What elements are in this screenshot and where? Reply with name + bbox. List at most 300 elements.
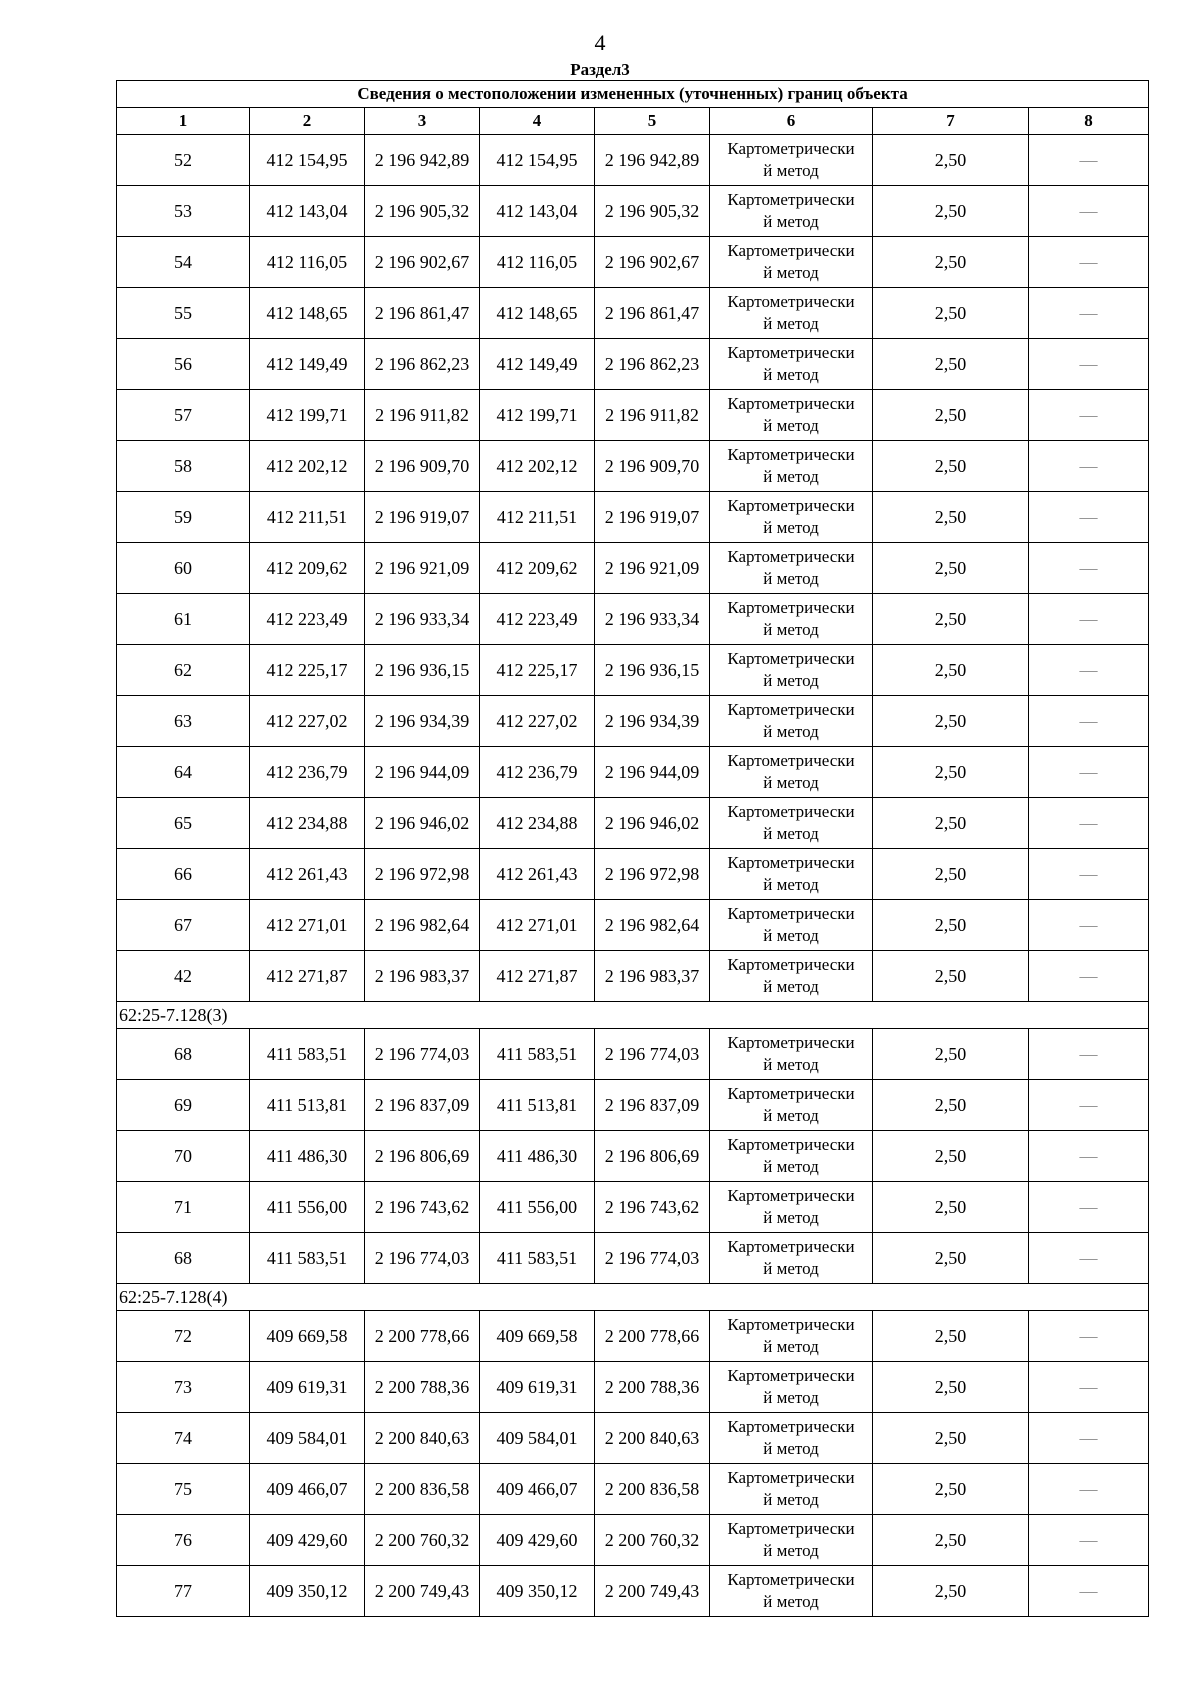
table-row (117, 1029, 1149, 1080)
new-y-cell: 2 196 774,03 (595, 1029, 710, 1080)
description-cell: — (1029, 849, 1149, 900)
description-cell: — (1029, 645, 1149, 696)
method-cell (710, 1566, 873, 1617)
new-y-cell: 2 196 861,47 (595, 288, 710, 339)
new-x-cell: 412 236,79 (480, 747, 595, 798)
point-number-cell: 58 (117, 441, 250, 492)
method-cell (710, 492, 873, 543)
table-row (117, 543, 1149, 594)
method-line-2: й метод (763, 1208, 819, 1227)
new-y-cell: 2 196 946,02 (595, 798, 710, 849)
table-row (117, 441, 1149, 492)
table-row (117, 747, 1149, 798)
method-line-2: й метод (763, 1439, 819, 1458)
accuracy-cell: 2,50 (873, 798, 1029, 849)
table-row (117, 645, 1149, 696)
method-line-2: й метод (763, 620, 819, 639)
method-line-1: Картометрически (727, 496, 855, 515)
method-line-2: й метод (763, 1592, 819, 1611)
new-y-cell: 2 196 902,67 (595, 237, 710, 288)
new-y-cell: 2 196 806,69 (595, 1131, 710, 1182)
method-line-1: Картометрически (727, 751, 855, 770)
table-row (117, 339, 1149, 390)
existing-x-cell: 411 583,51 (250, 1233, 365, 1284)
description-cell: — (1029, 441, 1149, 492)
accuracy-cell: 2,50 (873, 135, 1029, 186)
new-x-cell: 412 223,49 (480, 594, 595, 645)
accuracy-cell: 2,50 (873, 696, 1029, 747)
existing-x-cell: 412 209,62 (250, 543, 365, 594)
accuracy-cell: 2,50 (873, 594, 1029, 645)
point-number-cell: 74 (117, 1413, 250, 1464)
new-y-cell: 2 200 760,32 (595, 1515, 710, 1566)
existing-y-cell: 2 196 919,07 (365, 492, 480, 543)
table-row (117, 1311, 1149, 1362)
point-number-cell: 54 (117, 237, 250, 288)
method-line-1: Картометрически (727, 547, 855, 566)
existing-x-cell: 409 619,31 (250, 1362, 365, 1413)
point-number-cell: 55 (117, 288, 250, 339)
method-line-1: Картометрически (727, 1237, 855, 1256)
description-cell: — (1029, 1362, 1149, 1413)
method-cell (710, 951, 873, 1002)
point-number-cell: 60 (117, 543, 250, 594)
description-cell: — (1029, 1131, 1149, 1182)
method-cell (710, 441, 873, 492)
description-cell: — (1029, 1515, 1149, 1566)
new-x-cell: 412 271,01 (480, 900, 595, 951)
method-line-2: й метод (763, 1259, 819, 1278)
new-y-cell: 2 196 944,09 (595, 747, 710, 798)
existing-y-cell: 2 196 837,09 (365, 1080, 480, 1131)
new-x-cell: 411 486,30 (480, 1131, 595, 1182)
new-y-cell: 2 196 774,03 (595, 1233, 710, 1284)
existing-y-cell: 2 196 982,64 (365, 900, 480, 951)
point-number-cell: 42 (117, 951, 250, 1002)
method-line-2: й метод (763, 1541, 819, 1560)
point-number-cell: 53 (117, 186, 250, 237)
description-cell: — (1029, 1182, 1149, 1233)
method-cell (710, 849, 873, 900)
method-cell (710, 339, 873, 390)
new-y-cell: 2 196 862,23 (595, 339, 710, 390)
method-cell (710, 237, 873, 288)
method-line-2: й метод (763, 467, 819, 486)
column-number-header: 4 (480, 108, 595, 135)
section-label-cell: 62:25-7.128(4) (117, 1284, 1149, 1311)
new-y-cell: 2 200 840,63 (595, 1413, 710, 1464)
description-cell: — (1029, 747, 1149, 798)
accuracy-cell: 2,50 (873, 849, 1029, 900)
new-x-cell: 411 583,51 (480, 1233, 595, 1284)
method-line-1: Картометрически (727, 1519, 855, 1538)
description-cell: — (1029, 1080, 1149, 1131)
table-row (117, 1182, 1149, 1233)
point-number-cell: 52 (117, 135, 250, 186)
existing-x-cell: 409 429,60 (250, 1515, 365, 1566)
accuracy-cell: 2,50 (873, 492, 1029, 543)
existing-x-cell: 411 556,00 (250, 1182, 365, 1233)
existing-y-cell: 2 196 806,69 (365, 1131, 480, 1182)
existing-x-cell: 412 199,71 (250, 390, 365, 441)
existing-y-cell: 2 200 760,32 (365, 1515, 480, 1566)
method-line-1: Картометрически (727, 445, 855, 464)
point-number-cell: 57 (117, 390, 250, 441)
point-number-cell: 73 (117, 1362, 250, 1413)
new-x-cell: 409 584,01 (480, 1413, 595, 1464)
accuracy-cell: 2,50 (873, 186, 1029, 237)
accuracy-cell: 2,50 (873, 1464, 1029, 1515)
new-x-cell: 412 227,02 (480, 696, 595, 747)
method-line-2: й метод (763, 416, 819, 435)
new-x-cell: 409 429,60 (480, 1515, 595, 1566)
existing-y-cell: 2 200 749,43 (365, 1566, 480, 1617)
new-y-cell: 2 196 911,82 (595, 390, 710, 441)
method-cell (710, 135, 873, 186)
accuracy-cell: 2,50 (873, 543, 1029, 594)
existing-y-cell: 2 196 936,15 (365, 645, 480, 696)
table-row (117, 1566, 1149, 1617)
method-line-1: Картометрически (727, 853, 855, 872)
new-y-cell: 2 196 837,09 (595, 1080, 710, 1131)
description-cell: — (1029, 186, 1149, 237)
accuracy-cell: 2,50 (873, 645, 1029, 696)
existing-y-cell: 2 196 942,89 (365, 135, 480, 186)
description-cell: — (1029, 237, 1149, 288)
method-line-2: й метод (763, 1490, 819, 1509)
existing-x-cell: 412 211,51 (250, 492, 365, 543)
existing-y-cell: 2 196 862,23 (365, 339, 480, 390)
method-cell (710, 1029, 873, 1080)
method-line-1: Картометрически (727, 343, 855, 362)
new-y-cell: 2 200 836,58 (595, 1464, 710, 1515)
accuracy-cell: 2,50 (873, 390, 1029, 441)
existing-x-cell: 409 669,58 (250, 1311, 365, 1362)
new-x-cell: 412 143,04 (480, 186, 595, 237)
method-line-1: Картометрически (727, 292, 855, 311)
table-row (117, 696, 1149, 747)
method-cell (710, 645, 873, 696)
existing-x-cell: 409 466,07 (250, 1464, 365, 1515)
table-row (117, 951, 1149, 1002)
point-number-cell: 65 (117, 798, 250, 849)
existing-y-cell: 2 196 774,03 (365, 1233, 480, 1284)
existing-y-cell: 2 200 778,66 (365, 1311, 480, 1362)
method-line-1: Картометрически (727, 1468, 855, 1487)
method-line-1: Картометрически (727, 1315, 855, 1334)
column-number-header: 8 (1029, 108, 1149, 135)
new-y-cell: 2 196 982,64 (595, 900, 710, 951)
table-row (117, 237, 1149, 288)
method-line-2: й метод (763, 977, 819, 996)
accuracy-cell: 2,50 (873, 237, 1029, 288)
method-line-1: Картометрически (727, 1417, 855, 1436)
method-cell (710, 543, 873, 594)
method-cell (710, 1311, 873, 1362)
section-row (117, 1002, 1149, 1029)
existing-x-cell: 412 149,49 (250, 339, 365, 390)
method-cell (710, 900, 873, 951)
accuracy-cell: 2,50 (873, 1362, 1029, 1413)
table-row (117, 492, 1149, 543)
method-cell (710, 798, 873, 849)
point-number-cell: 72 (117, 1311, 250, 1362)
new-y-cell: 2 196 933,34 (595, 594, 710, 645)
point-number-cell: 56 (117, 339, 250, 390)
existing-x-cell: 412 271,87 (250, 951, 365, 1002)
new-y-cell: 2 196 919,07 (595, 492, 710, 543)
method-line-2: й метод (763, 365, 819, 384)
point-number-cell: 67 (117, 900, 250, 951)
description-cell: — (1029, 135, 1149, 186)
existing-y-cell: 2 196 944,09 (365, 747, 480, 798)
existing-y-cell: 2 196 933,34 (365, 594, 480, 645)
existing-x-cell: 409 584,01 (250, 1413, 365, 1464)
new-x-cell: 411 556,00 (480, 1182, 595, 1233)
existing-y-cell: 2 200 840,63 (365, 1413, 480, 1464)
description-cell: — (1029, 1233, 1149, 1284)
accuracy-cell: 2,50 (873, 747, 1029, 798)
existing-x-cell: 412 202,12 (250, 441, 365, 492)
point-number-cell: 59 (117, 492, 250, 543)
method-line-1: Картометрически (727, 190, 855, 209)
method-line-1: Картометрически (727, 598, 855, 617)
method-cell (710, 1464, 873, 1515)
section-label-cell: 62:25-7.128(3) (117, 1002, 1149, 1029)
existing-y-cell: 2 196 909,70 (365, 441, 480, 492)
method-line-1: Картометрически (727, 700, 855, 719)
point-number-cell: 66 (117, 849, 250, 900)
description-cell: — (1029, 696, 1149, 747)
method-cell (710, 1182, 873, 1233)
new-x-cell: 412 225,17 (480, 645, 595, 696)
description-cell: — (1029, 1029, 1149, 1080)
column-number-header: 7 (873, 108, 1029, 135)
existing-y-cell: 2 196 983,37 (365, 951, 480, 1002)
table-body (117, 135, 1149, 1617)
description-cell: — (1029, 798, 1149, 849)
method-line-2: й метод (763, 314, 819, 333)
existing-y-cell: 2 196 946,02 (365, 798, 480, 849)
boundary-table (116, 80, 1149, 1617)
new-x-cell: 412 154,95 (480, 135, 595, 186)
method-line-1: Картометрически (727, 955, 855, 974)
accuracy-cell: 2,50 (873, 1080, 1029, 1131)
method-line-1: Картометрически (727, 1033, 855, 1052)
description-cell: — (1029, 900, 1149, 951)
table-row (117, 849, 1149, 900)
description-cell: — (1029, 1464, 1149, 1515)
new-y-cell: 2 196 983,37 (595, 951, 710, 1002)
method-line-2: й метод (763, 722, 819, 741)
accuracy-cell: 2,50 (873, 900, 1029, 951)
point-number-cell: 69 (117, 1080, 250, 1131)
new-x-cell: 412 261,43 (480, 849, 595, 900)
new-x-cell: 412 234,88 (480, 798, 595, 849)
method-line-1: Картометрически (727, 1084, 855, 1103)
method-cell (710, 1080, 873, 1131)
description-cell: — (1029, 492, 1149, 543)
existing-y-cell: 2 196 743,62 (365, 1182, 480, 1233)
table-row (117, 1131, 1149, 1182)
method-line-2: й метод (763, 1388, 819, 1407)
method-cell (710, 1131, 873, 1182)
table-row (117, 135, 1149, 186)
existing-y-cell: 2 200 788,36 (365, 1362, 480, 1413)
section-row (117, 1284, 1149, 1311)
existing-x-cell: 412 227,02 (250, 696, 365, 747)
new-y-cell: 2 196 942,89 (595, 135, 710, 186)
new-y-cell: 2 196 743,62 (595, 1182, 710, 1233)
description-cell: — (1029, 339, 1149, 390)
method-line-2: й метод (763, 1055, 819, 1074)
table-row (117, 186, 1149, 237)
new-y-cell: 2 196 934,39 (595, 696, 710, 747)
method-line-1: Картометрически (727, 1186, 855, 1205)
existing-y-cell: 2 196 774,03 (365, 1029, 480, 1080)
table-row (117, 288, 1149, 339)
method-cell (710, 1362, 873, 1413)
existing-y-cell: 2 196 921,09 (365, 543, 480, 594)
method-line-2: й метод (763, 1337, 819, 1356)
point-number-cell: 63 (117, 696, 250, 747)
point-number-cell: 70 (117, 1131, 250, 1182)
new-y-cell: 2 196 905,32 (595, 186, 710, 237)
point-number-cell: 77 (117, 1566, 250, 1617)
new-x-cell: 409 466,07 (480, 1464, 595, 1515)
new-x-cell: 412 148,65 (480, 288, 595, 339)
new-y-cell: 2 200 749,43 (595, 1566, 710, 1617)
new-x-cell: 409 350,12 (480, 1566, 595, 1617)
point-number-cell: 71 (117, 1182, 250, 1233)
point-number-cell: 64 (117, 747, 250, 798)
existing-x-cell: 412 154,95 (250, 135, 365, 186)
new-y-cell: 2 200 778,66 (595, 1311, 710, 1362)
existing-x-cell: 412 225,17 (250, 645, 365, 696)
point-number-cell: 76 (117, 1515, 250, 1566)
existing-y-cell: 2 196 905,32 (365, 186, 480, 237)
table-row (117, 594, 1149, 645)
point-number-cell: 62 (117, 645, 250, 696)
existing-x-cell: 412 116,05 (250, 237, 365, 288)
table-row (117, 1515, 1149, 1566)
accuracy-cell: 2,50 (873, 1182, 1029, 1233)
accuracy-cell: 2,50 (873, 441, 1029, 492)
accuracy-cell: 2,50 (873, 339, 1029, 390)
description-cell: — (1029, 1566, 1149, 1617)
accuracy-cell: 2,50 (873, 1413, 1029, 1464)
method-cell (710, 594, 873, 645)
existing-x-cell: 412 148,65 (250, 288, 365, 339)
existing-y-cell: 2 196 972,98 (365, 849, 480, 900)
accuracy-cell: 2,50 (873, 1311, 1029, 1362)
method-line-1: Картометрически (727, 1366, 855, 1385)
existing-x-cell: 412 143,04 (250, 186, 365, 237)
description-cell: — (1029, 543, 1149, 594)
point-number-cell: 68 (117, 1029, 250, 1080)
column-number-header: 2 (250, 108, 365, 135)
table-row (117, 1464, 1149, 1515)
method-line-2: й метод (763, 1157, 819, 1176)
method-line-2: й метод (763, 212, 819, 231)
method-cell (710, 696, 873, 747)
existing-x-cell: 412 234,88 (250, 798, 365, 849)
new-x-cell: 412 116,05 (480, 237, 595, 288)
method-line-1: Картометрически (727, 1135, 855, 1154)
method-line-2: й метод (763, 671, 819, 690)
table-row (117, 1362, 1149, 1413)
page-number: 4 (594, 30, 606, 55)
existing-x-cell: 412 261,43 (250, 849, 365, 900)
method-cell (710, 747, 873, 798)
existing-x-cell: 412 271,01 (250, 900, 365, 951)
column-number-header: 1 (117, 108, 250, 135)
method-line-2: й метод (763, 569, 819, 588)
existing-x-cell: 411 513,81 (250, 1080, 365, 1131)
method-line-2: й метод (763, 518, 819, 537)
description-cell: — (1029, 1413, 1149, 1464)
new-y-cell: 2 200 788,36 (595, 1362, 710, 1413)
method-line-2: й метод (763, 926, 819, 945)
new-x-cell: 412 202,12 (480, 441, 595, 492)
existing-y-cell: 2 196 902,67 (365, 237, 480, 288)
table-row (117, 798, 1149, 849)
new-x-cell: 412 199,71 (480, 390, 595, 441)
method-line-1: Картометрически (727, 139, 855, 158)
existing-y-cell: 2 196 934,39 (365, 696, 480, 747)
new-y-cell: 2 196 936,15 (595, 645, 710, 696)
section-label: Раздел3 (570, 60, 630, 79)
accuracy-cell: 2,50 (873, 1566, 1029, 1617)
existing-x-cell: 412 223,49 (250, 594, 365, 645)
new-x-cell: 412 271,87 (480, 951, 595, 1002)
method-cell (710, 390, 873, 441)
point-number-cell: 68 (117, 1233, 250, 1284)
new-y-cell: 2 196 921,09 (595, 543, 710, 594)
new-x-cell: 412 209,62 (480, 543, 595, 594)
description-cell: — (1029, 1311, 1149, 1362)
method-line-2: й метод (763, 824, 819, 843)
existing-x-cell: 412 236,79 (250, 747, 365, 798)
method-line-1: Картометрически (727, 241, 855, 260)
existing-y-cell: 2 196 911,82 (365, 390, 480, 441)
table-row (117, 900, 1149, 951)
new-y-cell: 2 196 909,70 (595, 441, 710, 492)
new-y-cell: 2 196 972,98 (595, 849, 710, 900)
new-x-cell: 411 513,81 (480, 1080, 595, 1131)
method-line-1: Картометрически (727, 904, 855, 923)
existing-x-cell: 409 350,12 (250, 1566, 365, 1617)
table-title: Сведения о местоположении измененных (уточненных) границ объекта (117, 81, 1149, 108)
method-cell (710, 1413, 873, 1464)
description-cell: — (1029, 288, 1149, 339)
method-line-2: й метод (763, 875, 819, 894)
table-row (117, 1413, 1149, 1464)
table-row (117, 1080, 1149, 1131)
existing-x-cell: 411 486,30 (250, 1131, 365, 1182)
column-number-header: 6 (710, 108, 873, 135)
method-line-2: й метод (763, 1106, 819, 1125)
accuracy-cell: 2,50 (873, 288, 1029, 339)
new-x-cell: 411 583,51 (480, 1029, 595, 1080)
method-line-2: й метод (763, 773, 819, 792)
existing-x-cell: 411 583,51 (250, 1029, 365, 1080)
new-x-cell: 412 211,51 (480, 492, 595, 543)
method-cell (710, 186, 873, 237)
description-cell: — (1029, 390, 1149, 441)
table-row (117, 390, 1149, 441)
method-cell (710, 1515, 873, 1566)
